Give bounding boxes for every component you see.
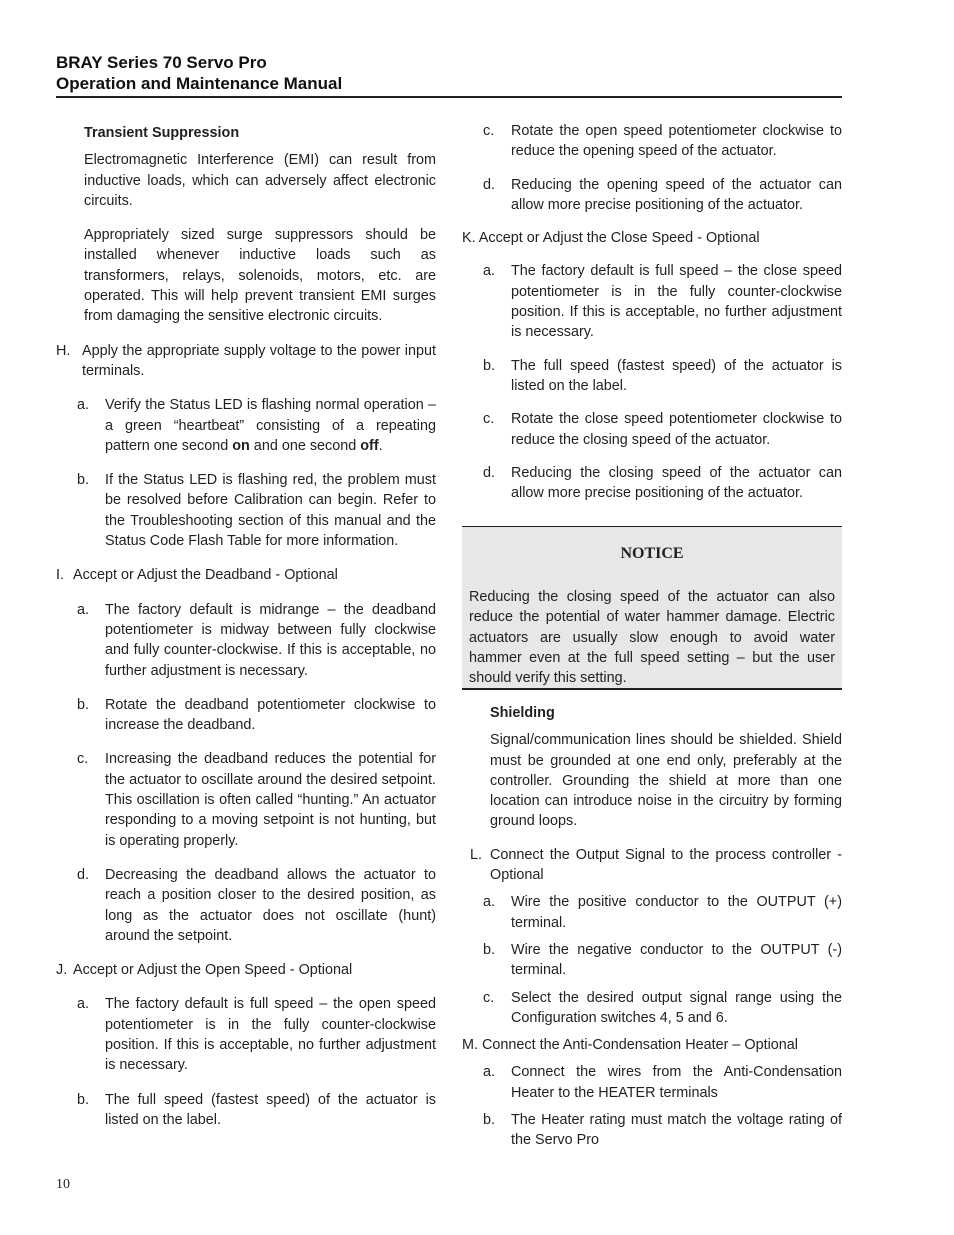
- step-i-c-marker: c.: [77, 751, 89, 768]
- step-l: [462, 845, 842, 886]
- step-j-b-text: The full speed (fastest speed) of the actuator is listed on the label.: [105, 1091, 436, 1128]
- step-i: [56, 565, 436, 585]
- step-l-b-text: Wire the negative conductor to the OUTPUT (-) terminal.: [511, 941, 842, 979]
- step-j-continued: [462, 121, 842, 215]
- step-i-subitems: [56, 600, 436, 946]
- step-h-b-text: If the Status LED is flashing red, the problem must be resolved before Calibration can begin. Refer to the Troubleshooting section of this manual and the Status Code Flash Table for more information.: [105, 472, 436, 550]
- step-h-a-text: Verify the Status LED is flashing normal operation – a green “heartbeat” consisting of a repeating pattern one second: [105, 397, 436, 454]
- header-subtitle: Operation and Maintenance Manual: [56, 74, 343, 93]
- step-h-text: Apply the appropriate supply voltage to the power input terminals.: [82, 342, 436, 379]
- step-h: [56, 341, 436, 382]
- transient-section: [56, 123, 436, 327]
- step-i-a-marker: a.: [77, 601, 90, 618]
- step-k-item-b: [483, 356, 842, 397]
- step-j-b-marker: b.: [77, 1091, 90, 1108]
- shielding-text: Signal/communication lines should be shielded. Shield must be grounded at one end only, preferably at the controller. Grounding the shield at more than one location can introduce noise in the circuitry by forming ground loops.: [490, 732, 842, 830]
- step-j-marker: J.: [56, 962, 68, 979]
- step-i-text: Accept or Adjust the Deadband - Optional: [73, 567, 338, 584]
- step-l-a-text: Wire the positive conductor to the OUTPUT (+) terminal.: [511, 894, 842, 931]
- step-m-b-marker: b.: [483, 1112, 496, 1129]
- step-j: [56, 960, 436, 980]
- right-column-lower: [462, 703, 842, 1151]
- step-j-item-a: [77, 994, 436, 1075]
- shielding-section: [462, 703, 842, 832]
- notice-box: [462, 526, 842, 690]
- step-k-a-text: The factory default is full speed – the close speed potentiometer is in the fully counter-clockwise position. If this is acceptable, no further adjustment is necessary.: [511, 263, 842, 341]
- step-k-a-marker: a.: [483, 263, 496, 280]
- step-l-item-c: [483, 988, 842, 1029]
- step-m-a-text: Connect the wires from the Anti-Condensation Heater to the HEATER terminals: [511, 1064, 842, 1101]
- step-l-c-marker: c.: [483, 989, 495, 1006]
- step-k-c-marker: c.: [483, 411, 495, 428]
- step-j-item-b: [77, 1090, 436, 1131]
- step-i-item-b: [77, 695, 436, 736]
- left-column: [56, 120, 436, 1130]
- step-h-a-on: on: [232, 437, 250, 454]
- step-l-item-a: [483, 892, 842, 933]
- step-i-marker: I.: [56, 567, 64, 584]
- transient-p2: Appropriately sized surge suppressors should be installed whenever inductive loads such as transformers, relays, solenoids, motors, etc. are operated. This will help prevent transient EMI surges from damaging the sensitive electronic circuits.: [84, 227, 436, 325]
- step-l-text: Connect the Output Signal to the process controller - Optional: [490, 846, 842, 884]
- step-h-a-mid: and one second: [249, 437, 361, 454]
- step-i-item-d: [77, 865, 436, 946]
- step-h-a-off: off: [360, 437, 379, 454]
- step-m-subitems: [462, 1062, 842, 1150]
- step-i-item-c: [77, 749, 436, 850]
- step-m-b-text: The Heater rating must match the voltage rating of the Servo Pro: [511, 1112, 842, 1149]
- step-k-b-marker: b.: [483, 357, 496, 374]
- step-j-d-text: Reducing the opening speed of the actuator can allow more precise positioning of the actuator.: [511, 176, 842, 213]
- step-j-item-c: [483, 121, 842, 162]
- step-i-d-marker: d.: [77, 866, 90, 883]
- step-l-item-b: [483, 940, 842, 981]
- step-k-subitems: [462, 261, 842, 503]
- step-j-subitems: [56, 994, 436, 1130]
- notice-body: Reducing the closing speed of the actuator can also reduce the potential of water hammer damage. Electric actuators are usually slow enough to avoid water hammer even at the full speed setting – but the user should verify this setting.: [469, 589, 835, 687]
- step-k-d-marker: d.: [483, 464, 496, 481]
- step-h-a-marker: a.: [77, 397, 90, 414]
- step-m-item-a: [483, 1062, 842, 1103]
- step-k: K. Accept or Adjust the Close Speed - Optional: [462, 230, 760, 247]
- step-i-d-text: Decreasing the deadband allows the actuator to reach a position closer to the desired position, as long as the actuator does not oscillate (hunt) around the setpoint.: [105, 866, 436, 944]
- step-k-item-d: [483, 463, 842, 504]
- right-column: [462, 120, 842, 503]
- step-h-subitems: [56, 395, 436, 551]
- step-i-c-text: Increasing the deadband reduces the potential for the actuator to oscillate around the desired setpoint. This oscillation is often called “hunting.” An actuator responding to a moving setpoint is not hunting, but is operating properly.: [105, 751, 436, 849]
- step-m-a-marker: a.: [483, 1064, 496, 1081]
- step-m-item-b: [483, 1110, 842, 1151]
- step-i-b-marker: b.: [77, 696, 90, 713]
- step-l-c-text: Select the desired output signal range using the Configuration switches 4, 5 and 6.: [511, 989, 842, 1026]
- transient-heading: Transient Suppression: [84, 125, 240, 141]
- step-k-item-c: [483, 409, 842, 450]
- step-k-d-text: Reducing the closing speed of the actuator can allow more precise positioning of the actuator.: [511, 464, 842, 502]
- step-h-item-a: [77, 395, 436, 456]
- step-k-c-text: Rotate the close speed potentiometer clockwise to reduce the closing speed of the actuator.: [511, 411, 842, 448]
- step-h-a-end: .: [378, 437, 383, 454]
- step-m: M. Connect the Anti-Condensation Heater – Optional: [462, 1037, 798, 1054]
- step-j-item-d: [483, 175, 842, 216]
- step-h-b-marker: b.: [77, 472, 90, 489]
- step-l-b-marker: b.: [483, 941, 496, 958]
- step-h-item-b: [77, 470, 436, 551]
- step-j-c-marker: c.: [483, 123, 495, 139]
- step-l-a-marker: a.: [483, 894, 496, 911]
- step-k-item-a: [483, 261, 842, 342]
- step-j-d-marker: d.: [483, 176, 496, 193]
- step-i-a-text: The factory default is midrange – the deadband potentiometer is midway between fully clockwise and fully counter-clockwise. If this is acceptable, no further adjustment is necessary.: [105, 601, 436, 679]
- step-j-a-marker: a.: [77, 996, 90, 1013]
- header-title: BRAY Series 70 Servo Pro: [56, 53, 267, 72]
- shielding-heading: Shielding: [490, 705, 555, 721]
- step-h-marker: H.: [56, 342, 71, 359]
- transient-p1: Electromagnetic Interference (EMI) can result from inductive loads, which can adversely affect electronic circuits.: [84, 152, 436, 209]
- step-k-b-text: The full speed (fastest speed) of the actuator is listed on the label.: [511, 357, 842, 394]
- step-l-marker: L.: [470, 846, 483, 863]
- step-j-a-text: The factory default is full speed – the open speed potentiometer is in the fully counter-clockwise position. If this is acceptable, no further adjustment is necessary.: [105, 996, 436, 1074]
- step-i-item-a: [77, 600, 436, 681]
- step-j-text: Accept or Adjust the Open Speed - Optional: [73, 962, 353, 979]
- step-j-c-text: Rotate the open speed potentiometer clockwise to reduce the opening speed of the actuator.: [511, 123, 842, 160]
- notice-title: NOTICE: [620, 545, 684, 562]
- step-l-subitems: [462, 892, 842, 1028]
- page-header: [56, 52, 842, 98]
- step-i-b-text: Rotate the deadband potentiometer clockwise to increase the deadband.: [105, 696, 436, 734]
- page-number: 10: [56, 1177, 70, 1192]
